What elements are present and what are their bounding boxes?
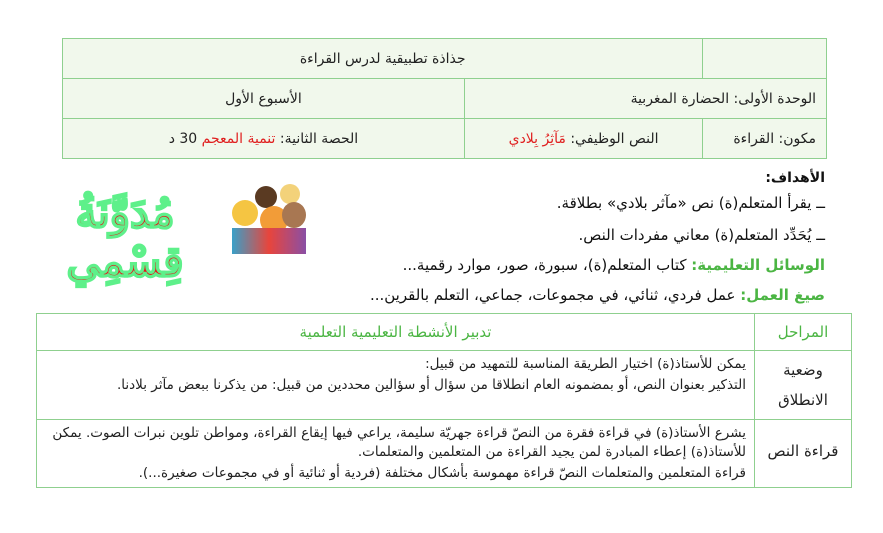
duration: 30 د [168,130,202,147]
session-topic: تنمية المعجم [201,130,276,147]
materials-text: كتاب المتعلم(ة)، سبورة، صور، موارد رقمية... [402,256,692,274]
functional-text [464,119,702,159]
paragraph: قراءة المتعلمين والمتعلمات النصّ قراءة مهموسة بأشكال مختلفة (فردية أو ثنائية أو في مجموعات صغيرة...). [138,465,746,481]
work-modes [370,286,825,304]
work-text: عمل فردي، ثنائي، في مجموعات، جماعي، التعلم بالقرين... [369,286,741,304]
activities-table [36,313,852,488]
sheet-title: جذاذة تطبيقية لدرس القراءة [63,39,703,79]
phase-cell: قراءة النص [755,420,852,488]
lesson-info-table [62,38,827,159]
activity-cell [37,420,755,488]
objective-1: ــ يقرأ المتعلم(ة) نص «مآثر بلادي» بطلاقة. [556,194,825,212]
paragraph: يمكن للأستاذ(ة) اختيار الطريقة المناسبة للتمهيد من قبيل: [425,356,746,372]
empty-cell [703,39,827,79]
objectives-label: الأهداف: [765,170,825,186]
materials [403,256,825,274]
week: الأسبوع الأول [63,79,465,119]
unit: الوحدة الأولى: الحضارة المغربية [464,79,826,119]
work-label: صيغ العمل: [740,286,825,304]
text-label: النص الوظيفي: [565,130,659,147]
phase-cell: وضعية الانطلاق [755,351,852,420]
session [63,119,465,159]
paragraph: يشرع الأستاذ(ة) في قراءة فقرة من النصّ قراءة جهريّة سليمة، يراعي فيها إيقاع القراءة، ومواطن تلوين نبرات الصوت. يمكن للأستاذ(ة) إعطاء المبادرة لمن يجيد القراءة من المتعلمين والمتعلمات. [52,425,746,460]
header-activities: تدبير الأنشطة التعليمية التعلمية [37,314,755,351]
header-phases: المراحل [755,314,852,351]
session-label: الحصة الثانية: [275,130,359,147]
materials-label: الوسائل التعليمية: [691,256,825,274]
paragraph: التذكير بعنوان النص، أو بمضمونه العام انطلاقا من سؤال أو سؤالين محددين من قبيل: من يذكرنا ببعض مآثر بلادنا. [117,377,746,393]
logo-text: مُدَوَّنَةُ قِسْمِي [66,188,184,286]
component: مكون: القراءة [703,119,827,159]
text-name: مَآثِرُ بِلادي [508,130,566,147]
table-row [37,351,852,420]
objective-2: ــ يُحَدِّد المتعلم(ة) معاني مفردات النص. [578,226,825,244]
activity-cell [37,351,755,420]
blog-logo [10,178,305,286]
table-row [37,420,852,488]
